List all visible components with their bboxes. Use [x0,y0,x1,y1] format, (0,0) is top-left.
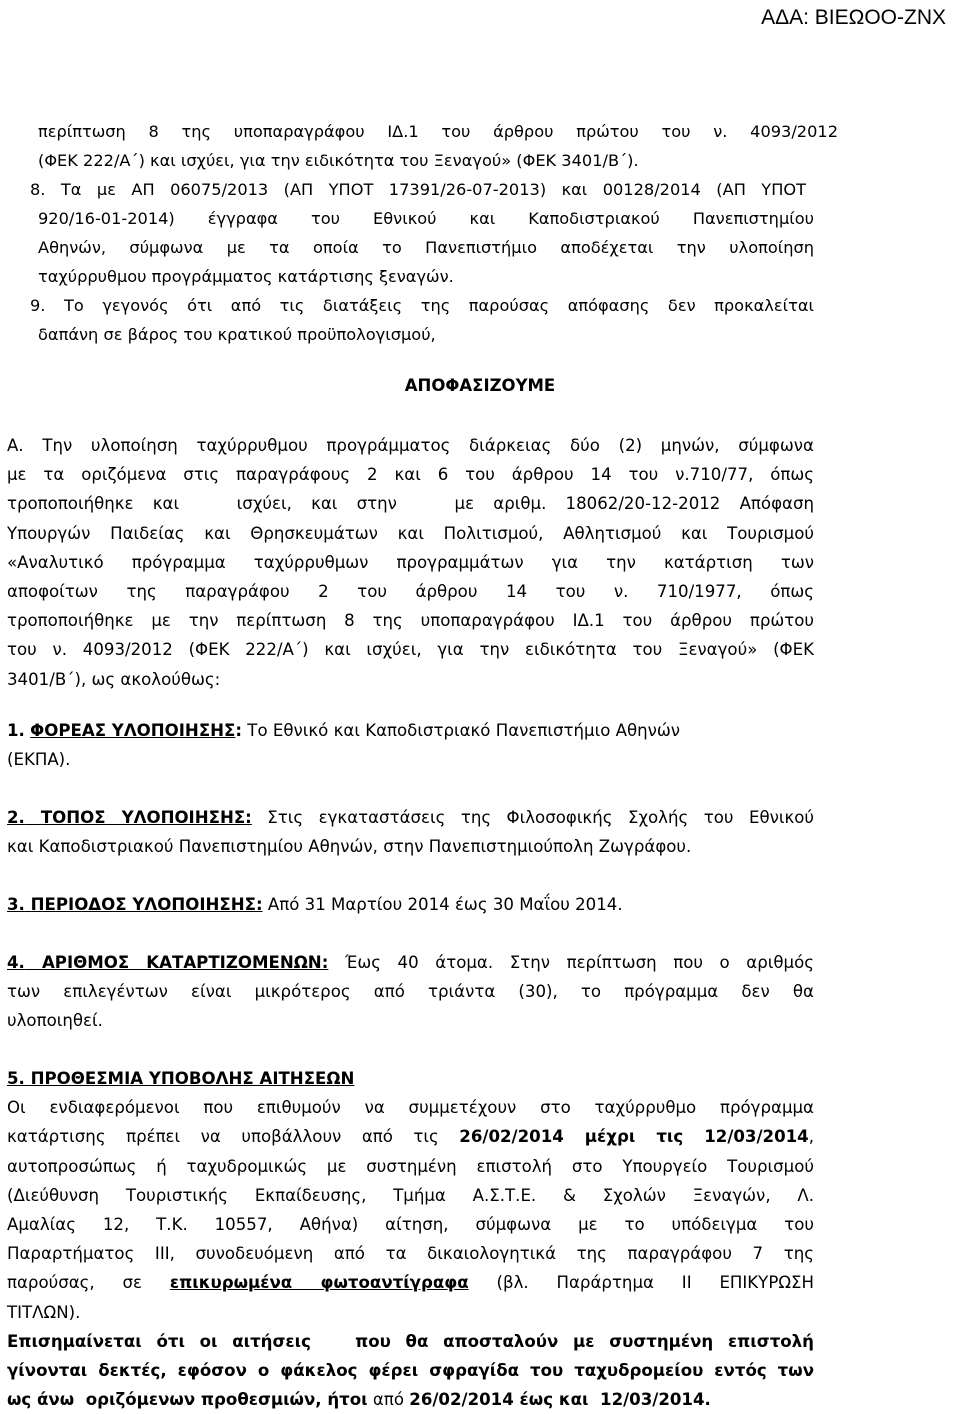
section-1-number: 1. [7,721,25,740]
section-4-text-2: των επιλεγέντων είναι μικρότερος από τριάντα (30), το πρόγραμμα δεν θα [7,982,814,1002]
section-5-heading-line [7,1064,814,1093]
section-3 [7,890,814,919]
section-5-line-7-c: (βλ. Παράρτημα ΙΙ ΕΠΙΚΥΡΩΣΗ [468,1273,814,1293]
section-a-line-1: Α. Την υλοποίηση ταχύρρυθμου προγράμματος διάρκειας δύο (2) μηνών, σύμφωνα [7,436,814,455]
continued-line-1: περίπτωση 8 της υποπαραγράφου ΙΔ.1 του άρθρου πρώτου του ν. 4093/2012 [38,122,838,141]
section-a-line-8: του ν. 4093/2012 (ΦΕΚ 222/Α΄) και ισχύει, για την ειδικότητα του Ξεναγού» (ΦΕΚ [7,640,814,660]
item-8 [30,175,918,291]
section-5-certified-copies: επικυρωμένα φωτοαντίγραφα [169,1273,469,1293]
section-5 [7,1064,814,1414]
section-1-line-1 [7,716,814,745]
section-a-line-2: με τα οριζόμενα στις παραγράφους 2 και 6 του άρθρου 14 του ν.710/77, όπως [7,465,814,485]
section-3-line [7,890,814,919]
section-1 [7,716,814,774]
section-3-label [25,895,263,914]
section-4-line-1 [7,948,814,977]
section-a-line-3: τροποποιήθηκε και ισχύει, και στην με αριθμ. 18062/20-12-2012 Απόφαση [7,494,814,514]
section-5-line-3: αυτοπροσώπως ή ταχυδρομικώς με συστημένη επιστολή στο Υπουργείο Τουρισμού [7,1156,814,1176]
section-5-note-2: γίνονται δεκτές, εφόσον ο φάκελος φέρει σφραγίδα του ταχυδρομείου εντός των [7,1361,814,1381]
section-3-text: Από 31 Μαρτίου 2014 έως 30 Μαΐου 2014. [262,895,623,914]
section-5-note-3-c: 26/02/2014 έως και 12/03/2014. [409,1390,711,1410]
section-5-heading: 5. ΠΡΟΘΕΣΜΙΑ ΥΠΟΒΟΛΗΣ ΑΙΤΗΣΕΩΝ [7,1069,355,1088]
ada-code: ΑΔΑ: ΒΙΕΩΟΟ-ΖΝΧ [761,6,946,29]
section-5-line-2-a: κατάρτισης πρέπει να υποβάλλουν από τις [7,1127,460,1147]
section-5-note-3-a: ως άνω οριζόμενων προθεσμιών, ήτοι [7,1390,368,1410]
section-a-line-7: τροποποιήθηκε με την περίπτωση 8 της υποπαραγράφου ΙΔ.1 του άρθρου πρώτου [7,611,814,631]
section-2 [7,803,814,861]
section-3-number: 3. [7,895,25,914]
decision-title: ΑΠΟΦΑΣΙΖΟΥΜΕ [404,376,556,395]
section-a-line-4: Υπουργών Παιδείας και Θρησκευμάτων και Πολιτισμού, Αθλητισμού και Τουρισμού [7,523,814,543]
section-a-line-6: αποφοίτων της παραγράφου 2 του άρθρου 14 του ν. 710/1977, όπως [7,582,814,602]
section-5-note-3 [7,1385,814,1414]
section-5-line-2-c: , [808,1127,814,1147]
section-5-line-6: Παραρτήματος ΙΙΙ, συνοδευόμενη από τα δικαιολογητικά της παραγράφου 7 της [7,1244,814,1264]
continued-line-2: (ΦΕΚ 222/Α΄) και ισχύει, για την ειδικότητα του Ξεναγού» (ΦΕΚ 3401/Β΄). [38,151,639,170]
section-5-line-8: ΤΙΤΛΩΝ). [7,1302,81,1322]
item-9-line-2: δαπάνη σε βάρος του κρατικού προϋπολογισμού, [38,325,436,344]
section-1-text-1: Το Εθνικό και Καποδιστριακό Πανεπιστήμιο Αθηνών [242,721,681,740]
section-3-label-text: ΠΕΡΙΟΔΟΣ ΥΛΟΠΟΙΗΣΗΣ: [30,895,263,914]
section-a-line-5: «Αναλυτικό πρόγραμμα ταχύρρυθμων προγραμμάτων για την κατάρτιση των [7,552,814,572]
section-2-label [25,808,252,827]
section-5-line-4: (Διεύθυνση Τουριστικής Εκπαίδευσης, Τμήμα Α.Σ.Τ.Ε. & Σχολών Ξεναγών, Λ. [7,1185,814,1205]
section-1-colon: : [235,721,243,740]
item-9 [30,291,910,349]
section-1-label: ΦΟΡΕΑΣ ΥΛΟΠΟΙΗΣΗΣ [30,721,236,740]
section-2-label-text: ΤΟΠΟΣ ΥΛΟΠΟΙΗΣΗΣ: [40,808,252,827]
section-4-text-3: υλοποιηθεί. [7,1011,103,1031]
section-a [7,431,814,694]
section-4-number: 4. [7,953,25,972]
section-2-text-2: και Καποδιστριακού Πανεπιστημίου Αθηνών, στην Πανεπιστημιούπολη Ζωγράφου. [7,837,692,857]
section-5-line-7-a: παρούσας, σε [7,1273,170,1293]
item-9-line-1: 9. Το γεγονός ότι από τις διατάξεις της παρούσας απόφασης δεν προκαλείται [30,296,814,315]
section-1-text-2: (ΕΚΠΑ). [7,750,71,770]
section-a-line-9: 3401/Β΄), ως ακολούθως: [7,669,221,689]
continued-paragraph [38,117,918,175]
section-4-label-text: ΑΡΙΘΜΟΣ ΚΑΤΑΡΤΙΖΟΜΕΝΩΝ: [41,953,329,972]
section-5-note-1: Επισημαίνεται ότι οι αιτήσεις που θα αποσταλούν με συστημένη επιστολή [7,1331,814,1351]
section-4-label [25,953,328,972]
section-2-number: 2. [7,808,25,827]
section-5-dates: 26/02/2014 μέχρι τις 12/03/2014 [459,1127,809,1147]
item-8-line-4: ταχύρρυθμου προγράμματος κατάρτισης ξεναγών. [38,267,454,286]
item-8-line-2: 920/16-01-2014) έγγραφα του Εθνικού και Καποδιστριακού Πανεπιστημίου [38,209,814,228]
section-5-line-5: Αμαλίας 12, Τ.Κ. 10557, Αθήνα) αίτηση, σύμφωνα με το υπόδειγμα του [7,1215,814,1235]
item-8-line-1: 8. Τα με ΑΠ 06075/2013 (ΑΠ ΥΠΟΤ 17391/26-07-2013) και 00128/2014 (ΑΠ ΥΠΟΤ [30,180,806,199]
section-5-note-3-b: από [367,1390,410,1410]
section-5-line-7 [7,1268,814,1297]
section-2-line-1 [7,803,814,832]
section-5-line-1: Οι ενδιαφερόμενοι που επιθυμούν να συμμετέχουν στο ταχύρρυθμο πρόγραμμα [7,1098,814,1118]
section-4 [7,948,814,1036]
item-8-line-3: Αθηνών, σύμφωνα με τα οποία το Πανεπιστήμιο αποδέχεται την υλοποίηση [38,238,814,257]
section-4-text-1: Έως 40 άτομα. Στην περίπτωση που ο αριθμός [328,953,814,972]
section-2-text-1: Στις εγκαταστάσεις της Φιλοσοφικής Σχολής του Εθνικού [251,808,815,827]
section-5-line-2 [7,1122,814,1151]
